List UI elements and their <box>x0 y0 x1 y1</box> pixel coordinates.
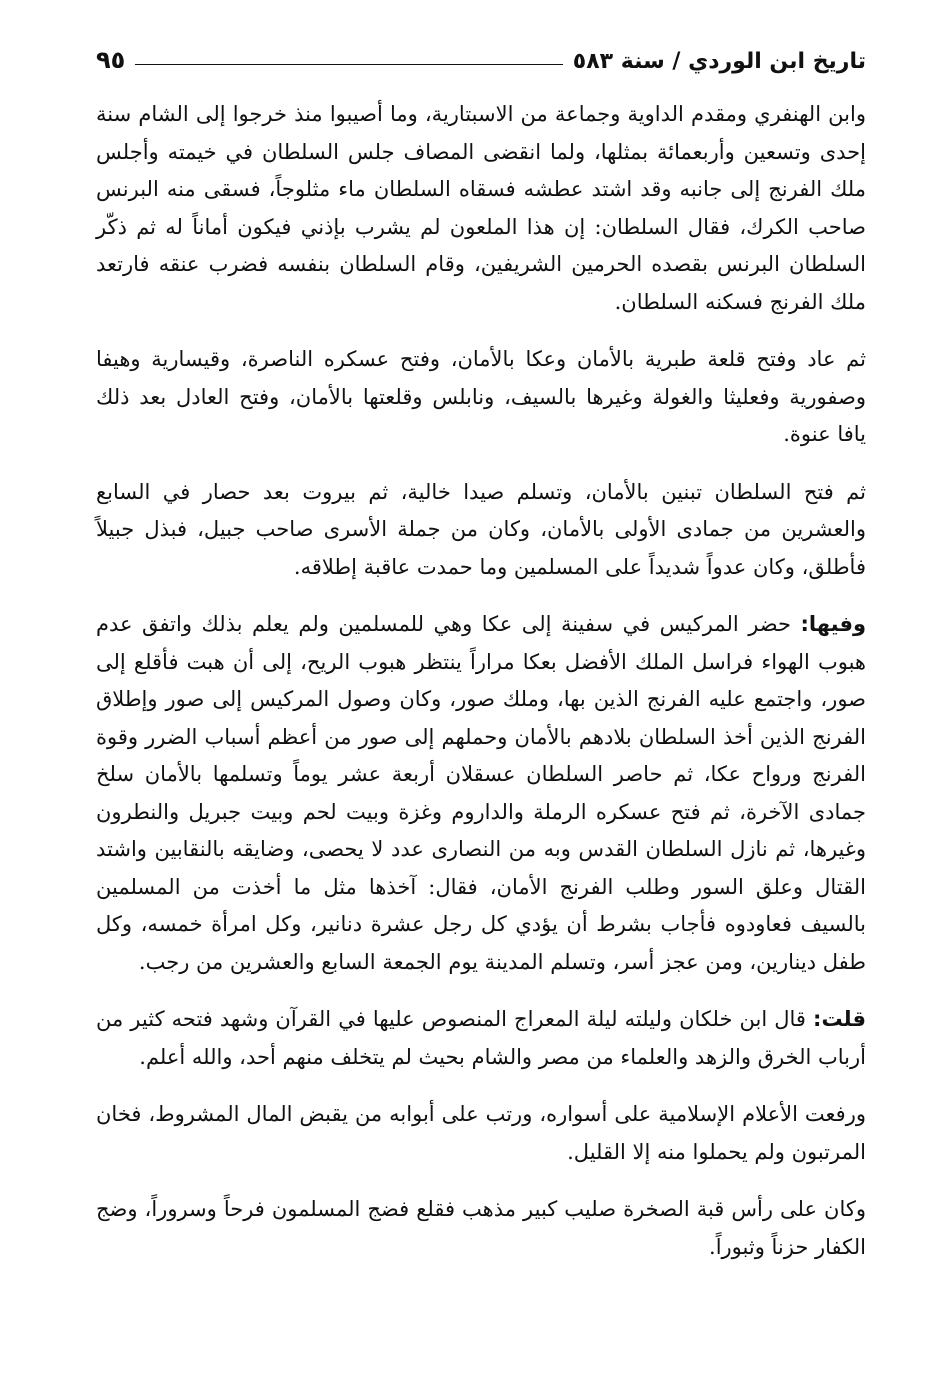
paragraph-text: ثم فتح السلطان تبنين بالأمان، وتسلم صيدا خالية، ثم بيروت بعد حصار في السابع والعشرين من جمادى الأولى بالأمان، وكان من جملة الأسرى صاحب جبيل، فبذل جبيلاً فأطلق، وكان عدواً شديداً على المسلمين وما حمدت عاقبة إطلاقه. <box>96 479 866 579</box>
paragraph <box>96 341 866 454</box>
paragraph <box>96 474 866 587</box>
paragraph-text: وابن الهنفري ومقدم الداوية وجماعة من الاسبتارية، وما أصيبوا منذ خرجوا إلى الشام سنة إحدى وتسعين وأربعمائة بمثلها، ولما انقضى المصاف جلس السلطان في خيمته وأجلس ملك الفرنج إلى جانبه وقد اشتد عطشه فسقاه السلطان ماء مثلوجاً، فسقى منه البرنس صاحب الكرك، فقال السلطان: إن هذا الملعون لم يشرب بإذني فيكون أماناً له ثم ذكّر السلطان البرنس بقصده الحرمين الشريفين، وقام السلطان بنفسه فضرب عنقه فارتعد ملك الفرنج فسكنه السلطان. <box>96 102 866 314</box>
page-body <box>96 96 866 1266</box>
paragraph-text: ورفعت الأعلام الإسلامية على أسواره، ورتب على أبوابه من يقبض المال المشروط، فخان المرتبون ولم يحملوا منه إلا القليل. <box>96 1102 866 1164</box>
paragraph <box>96 96 866 321</box>
paragraph-text: وكان على رأس قبة الصخرة صليب كبير مذهب فقلع فضج المسلمون فرحاً وسروراً، وضج الكفار حزناً وثبوراً. <box>96 1197 866 1259</box>
paragraph-text: حضر المركيس في سفينة إلى عكا وهي للمسلمين ولم يعلم بذلك واتفق عدم هبوب الهواء فراسل الملك الأفضل بعكا مراراً ينتظر هبوب الريح، إلى أن هبت فأقلع إلى صور، واجتمع عليه الفرنج الذين بها، وملك صور، وكان وصول المركيس إلى صور وإطلاق الفرنج الذين أخذ السلطان بلادهم بالأمان وحملهم إلى صور من أعظم أسباب الضرر وقوة الفرنج ورواح عكا، ثم حاصر السلطان عسقلان أربعة عشر يوماً وتسلمها بالأمان سلخ جمادى الآخرة، ثم فتح عسكره الرملة والداروم وغزة وبيت لحم وبيت جبريل والنطرون وغيرها، ثم نازل السلطان القدس وبه من النصارى عدد لا يحصى، وضايقه بالنقابين واشتد القتال وعلق السور وطلب الفرنج الأمان، فقال: آخذها مثل ما أخذت من المسلمين بالسيف فعاودوه فأجاب بشرط أن يؤدي كل رجل عشرة دنانير، وكل امرأة خمسه، وكل طفل دينارين، ومن عجز أسر، وتسلم المدينة يوم الجمعة السابع والعشرين من رجب. <box>96 612 866 974</box>
paragraph <box>96 1096 866 1171</box>
paragraph <box>96 1001 866 1076</box>
running-title: تاريخ ابن الوردي / سنة ٥٨٣ <box>572 49 866 74</box>
paragraph <box>96 1191 866 1266</box>
paragraph-lead: قلت: <box>813 1007 866 1031</box>
header-rule <box>135 64 563 65</box>
running-header <box>96 34 866 74</box>
page-number: ٩٥ <box>96 46 126 74</box>
paragraph <box>96 606 866 981</box>
paragraph-text: ثم عاد وفتح قلعة طبرية بالأمان وعكا بالأمان، وفتح عسكره الناصرة، وقيسارية وهيفا وصفورية وفعليثا والغولة وغيرها بالسيف، ونابلس وقلعتها بالأمان، وفتح العادل بعد ذلك يافا عنوة. <box>96 347 866 446</box>
paragraph-text: قال ابن خلكان وليلته ليلة المعراج المنصوص عليها في القرآن وشهد فتحه كثير من أرباب الخرق والزهد والعلماء من مصر والشام بحيث لم يتخلف منهم أحد، والله أعلم. <box>96 1007 866 1069</box>
paragraph-lead: وفيها: <box>800 612 866 636</box>
